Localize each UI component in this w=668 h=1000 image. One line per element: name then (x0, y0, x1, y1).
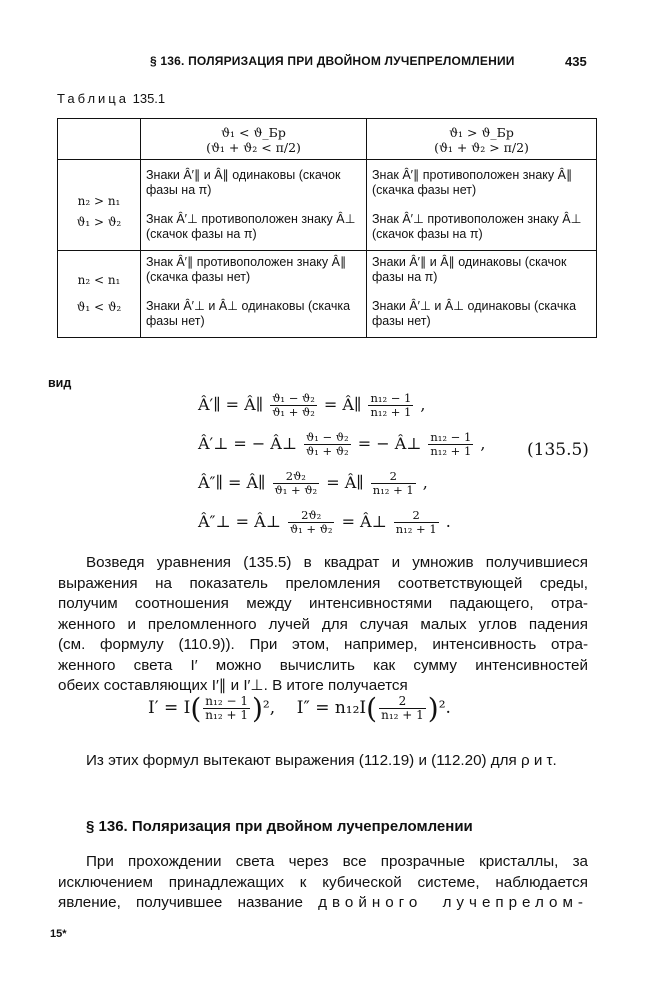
eq-end: , (420, 395, 426, 414)
frac-num: ϑ₁ − ϑ₂ (272, 391, 315, 405)
paragraph-1 (58, 553, 588, 697)
text-line: (см. формулу (110.9)). При этом, например, интенсивность отра- (58, 636, 588, 653)
cell-text: Знаки Â′∥ и Â∥ одинаковы (скачок фазы на π) (372, 255, 567, 284)
table-col-header (367, 119, 597, 160)
formula-part: I″ = n₁₂I (296, 698, 367, 718)
frac-den: n₁₂ + 1 (370, 405, 412, 419)
row-condition-cell (58, 251, 141, 338)
eq-fraction (371, 470, 416, 497)
paragraph-2 (58, 852, 588, 914)
text-line: получим соотношения между интенсивностями падающего, отра- (58, 595, 588, 612)
formula-part: I′ = I (148, 698, 191, 718)
text-line: исключением принадлежащих к кубической системе, наблюдается (58, 873, 588, 891)
table-cell (367, 160, 597, 251)
frac-num: 2 (379, 695, 426, 709)
paren: ) (427, 692, 439, 725)
eq-fraction (394, 509, 439, 536)
eq-fraction (428, 431, 473, 458)
paren: ) (251, 692, 263, 725)
footer-signature-mark: 15* (50, 928, 67, 940)
table-col-header (141, 119, 367, 160)
row-condition: n₂ > n₁ (77, 194, 121, 208)
eq-lhs: Â′∥ = Â∥ (198, 395, 264, 414)
frac-den: n₁₂ + 1 (372, 483, 414, 497)
eq-fraction (304, 431, 351, 458)
table-row (58, 251, 597, 338)
col-header-line: ϑ₁ < ϑ_Бр (221, 125, 286, 140)
frac-num: n₁₂ − 1 (205, 694, 248, 708)
eq-end: , (422, 473, 428, 492)
eq-fraction (379, 695, 426, 722)
eq-end: . (445, 512, 451, 531)
text-line: При прохождении света через все прозрачные кристаллы, за (86, 853, 588, 870)
equation-4 (198, 509, 451, 536)
text-line (58, 893, 588, 914)
eq-lhs: Â′⊥ = − Â⊥ (198, 434, 297, 453)
table-header-row (58, 119, 597, 160)
col-header-line: (ϑ₁ + ϑ₂ > π/2) (434, 140, 529, 155)
row-condition-cell (58, 160, 141, 251)
frac-num: 2 (394, 509, 439, 523)
text-line: обеих составляющих I′∥ и I′⊥. В итоге получается (58, 677, 408, 694)
table-cell (367, 251, 597, 338)
equation-1 (198, 392, 426, 419)
col-header-line: ϑ₁ > ϑ_Бр (449, 125, 514, 140)
frac-den: n₁₂ + 1 (395, 522, 437, 536)
frac-den: n₁₂ + 1 (430, 444, 472, 458)
equation-number: (135.5) (527, 440, 589, 460)
eq-lhs: Â″∥ = Â∥ (198, 473, 266, 492)
paren: ( (366, 692, 378, 725)
eq-mid: = Â∥ (326, 473, 364, 492)
cell-text: Знак Â′∥ противоположен знаку Â∥ (скачка фазы нет) (146, 255, 347, 284)
text-line: Из этих формул вытекают выражения (112.19) и (112.20) для ρ и τ. (86, 752, 557, 769)
cell-text: Знаки Â′⊥ и Â⊥ одинаковы (скачка фазы нет) (146, 299, 351, 328)
row-condition: n₂ < n₁ (77, 273, 121, 287)
table-caption (57, 91, 165, 106)
cell-text: Знаки Â′∥ и Â∥ одинаковы (скачок фазы на π) (146, 168, 341, 197)
intensity-formula (148, 692, 451, 725)
equation-2 (198, 431, 485, 458)
table-caption-word: Таблица (57, 91, 129, 106)
frac-den: n₁₂ + 1 (381, 708, 424, 722)
table-cell (141, 251, 367, 338)
col-header-line: (ϑ₁ + ϑ₂ < π/2) (206, 140, 301, 155)
equation-3 (198, 470, 428, 497)
text-line: женного и преломленного лучей для случая малых углов падения (58, 615, 588, 633)
eq-mid: = Â∥ (323, 395, 362, 414)
eq-mid: = Â⊥ (341, 512, 387, 531)
formula-part: ². (438, 698, 451, 718)
cell-text: Знак Â′⊥ противоположен знаку Â⊥ (скачок фазы на π) (146, 212, 356, 241)
cell-text: Знак Â′∥ противоположен знаку Â∥ (скачка фазы нет) (372, 168, 573, 197)
frac-num: n₁₂ − 1 (430, 430, 472, 444)
frac-num: ϑ₁ − ϑ₂ (306, 430, 349, 444)
eq-end: , (480, 434, 486, 453)
table-cell (141, 160, 367, 251)
row-condition: ϑ₁ < ϑ₂ (76, 300, 122, 314)
reflection-phase-table (57, 118, 597, 338)
text-fragment: явление, получившее название (58, 894, 303, 911)
frac-num: 2 (371, 470, 416, 484)
eq-lhs: Â″⊥ = Â⊥ (198, 512, 281, 531)
eq-fraction (288, 509, 335, 536)
text-line: выражения на показатель преломления соответствующей среды, (58, 574, 588, 592)
frac-den: ϑ₁ + ϑ₂ (274, 483, 318, 497)
spaced-term: двойного лучепрелом- (318, 894, 588, 911)
frac-num: 2ϑ₂ (288, 509, 335, 523)
running-header: § 136. ПОЛЯРИЗАЦИЯ ПРИ ДВОЙНОМ ЛУЧЕПРЕЛОМЛЕНИИ (150, 54, 515, 68)
page-number: 435 (565, 54, 587, 69)
section-title: § 136. Поляризация при двойном лучепреломлении (86, 818, 473, 835)
eq-fraction (273, 470, 320, 497)
eq-fraction (270, 392, 317, 419)
eq-mid: = − Â⊥ (357, 434, 422, 453)
frac-den: ϑ₁ + ϑ₂ (306, 444, 349, 458)
text-line: женного света I′ можно вычислить как сумму интенсивностей (58, 656, 588, 674)
cell-text: Знак Â′⊥ противоположен знаку Â⊥ (скачок фазы на π) (372, 212, 582, 241)
intro-word: вид (48, 376, 72, 390)
row-condition: ϑ₁ > ϑ₂ (76, 215, 122, 229)
formula-part: ², (262, 698, 276, 718)
paren: ( (190, 692, 202, 725)
cell-text: Знаки Â′⊥ и Â⊥ одинаковы (скачка фазы нет) (372, 299, 577, 328)
table-corner-cell (58, 119, 141, 160)
table-caption-number: 135.1 (132, 91, 166, 106)
frac-den: ϑ₁ + ϑ₂ (289, 522, 333, 536)
frac-den: ϑ₁ + ϑ₂ (272, 405, 315, 419)
frac-num: 2ϑ₂ (273, 470, 320, 484)
frac-den: n₁₂ + 1 (205, 708, 248, 722)
text-line: Возведя уравнения (135.5) в квадрат и умножив получившиеся (86, 554, 588, 571)
frac-num: n₁₂ − 1 (370, 391, 412, 405)
table-row (58, 160, 597, 251)
eq-fraction (368, 392, 413, 419)
eq-fraction (203, 695, 250, 722)
